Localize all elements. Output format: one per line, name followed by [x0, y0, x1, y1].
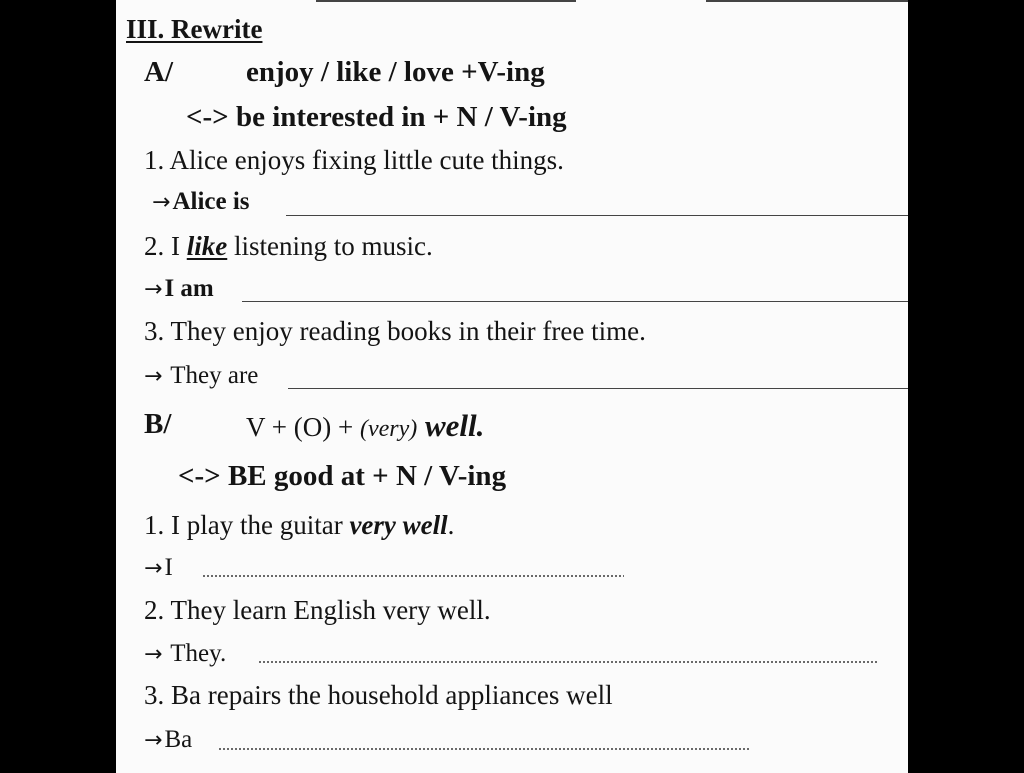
arrow-icon: →	[144, 556, 163, 581]
answer-dots-b1[interactable]	[202, 575, 624, 577]
part-b-label: B/	[144, 408, 172, 440]
part-a-item-2-sentence: 2. I like listening to music.	[144, 231, 433, 261]
part-b-item-1-answer: →I	[144, 554, 173, 581]
answer-dots-b3[interactable]	[218, 748, 750, 750]
part-b-item-1-sentence: 1. I play the guitar very well.	[144, 510, 455, 540]
part-b-item-2-answer: → They.	[144, 640, 227, 667]
worksheet-page	[116, 0, 908, 773]
section-title: III. Rewrite	[126, 14, 263, 44]
top-rule	[706, 0, 908, 2]
arrow-icon: →	[144, 642, 163, 667]
part-b-item-3-answer: →Ba	[144, 726, 193, 753]
arrow-icon: →	[144, 364, 163, 389]
arrow-icon: →	[152, 190, 171, 215]
arrow-icon: →	[144, 728, 163, 753]
part-b-equivalent: <-> BE good at + N / V-ing	[178, 460, 507, 492]
part-a-formula: enjoy / like / love +V-ing	[246, 56, 545, 88]
arrow-icon: →	[144, 277, 163, 302]
part-a-item-3-answer: → They are	[144, 362, 259, 389]
part-b-formula: V + (O) + (very) well.	[246, 408, 485, 443]
part-a-item-3-sentence: 3. They enjoy reading books in their free time.	[144, 316, 646, 346]
top-rule	[316, 0, 576, 2]
answer-line-a2[interactable]	[242, 301, 908, 302]
emphasis-like: like	[186, 231, 228, 261]
answer-line-a1[interactable]	[286, 215, 908, 216]
part-a-equivalent: <-> be interested in + N / V-ing	[186, 101, 567, 133]
part-a-item-1-answer: →Alice is	[152, 188, 250, 215]
part-b-item-2-sentence: 2. They learn English very well.	[144, 595, 491, 625]
part-a-item-1-sentence: 1. Alice enjoys fixing little cute things.	[144, 145, 564, 175]
answer-dots-b2[interactable]	[258, 661, 878, 663]
part-a-item-2-answer: →I am	[144, 275, 214, 302]
part-b-item-3-sentence: 3. Ba repairs the household appliances well	[144, 680, 613, 710]
answer-line-a3[interactable]	[288, 388, 908, 389]
part-a-label: A/	[144, 56, 173, 88]
